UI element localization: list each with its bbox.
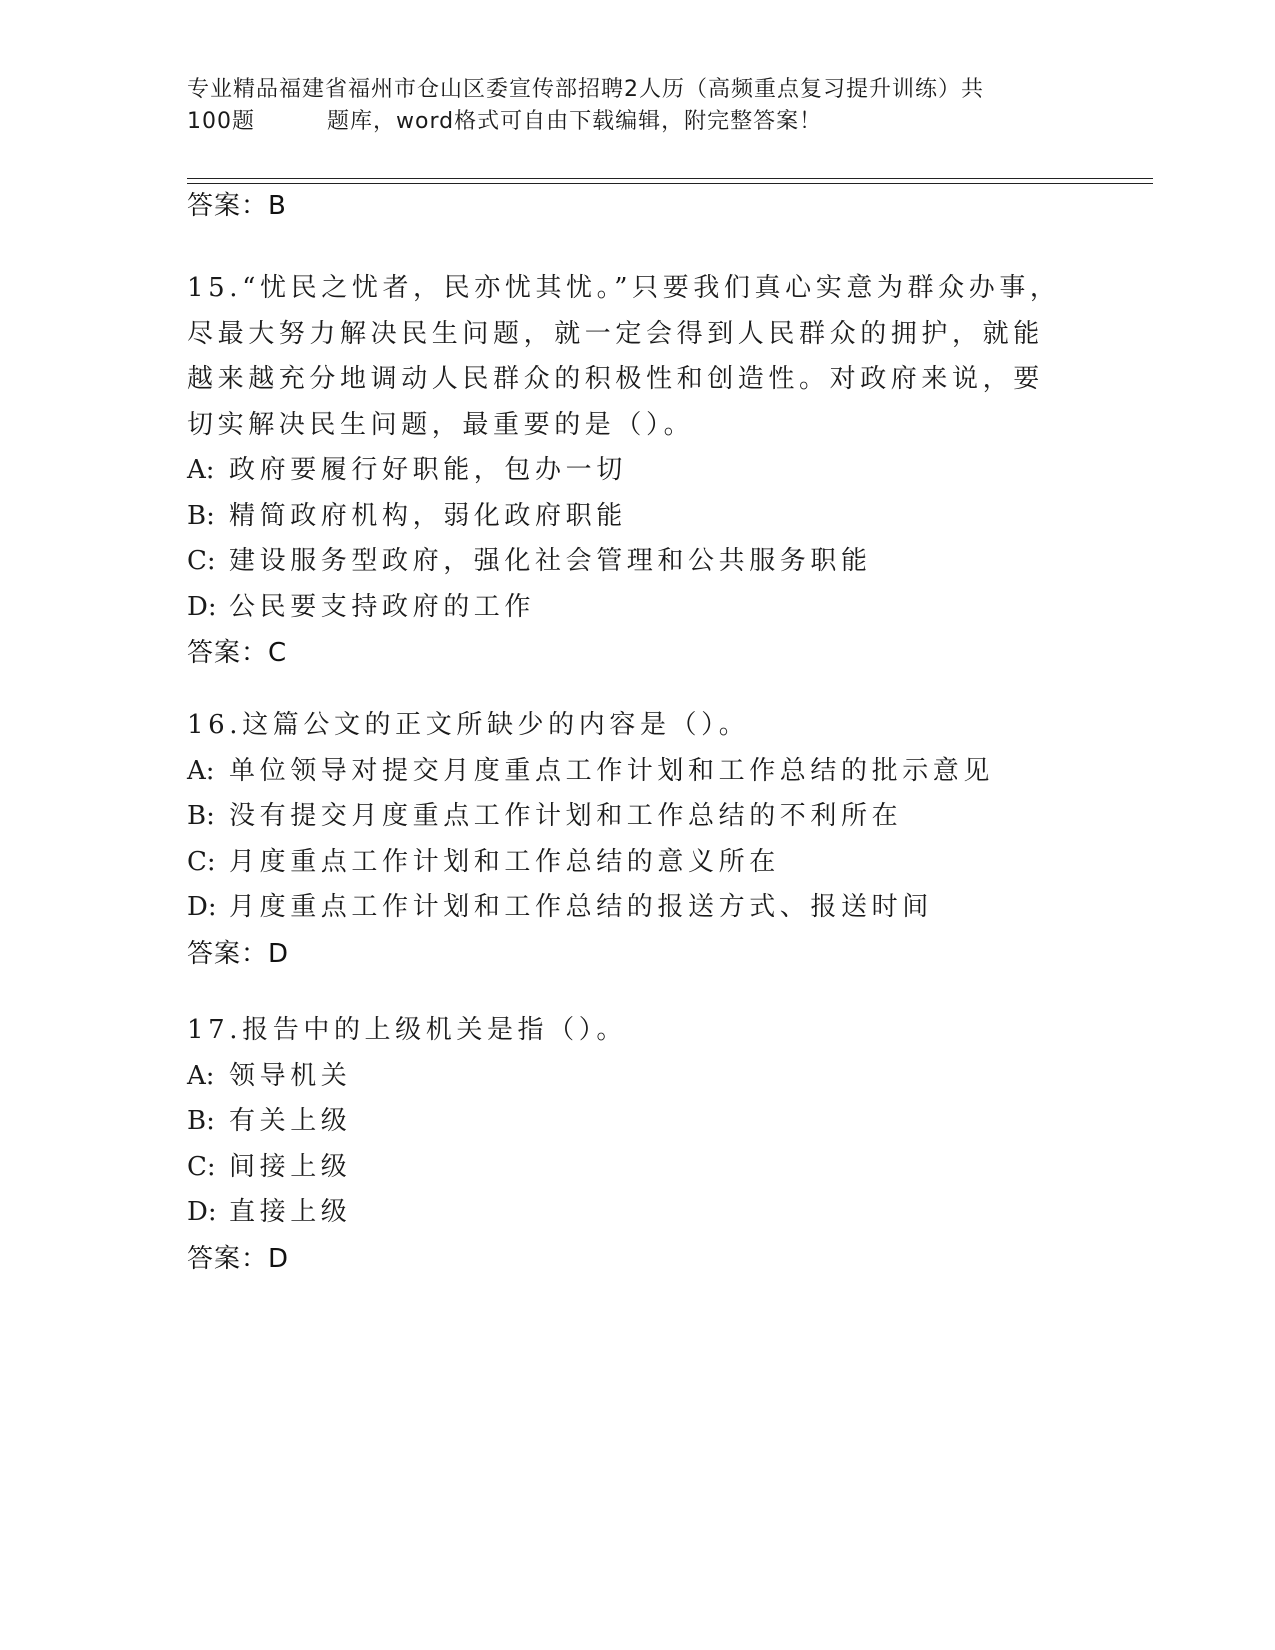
answer-label: 答案：B — [187, 191, 287, 221]
header-line-1: 专业精品福建省福州市仓山区委宣传部招聘2人历（高频重点复习提升训练）共 — [187, 77, 984, 102]
option-b: B: 有关上级 — [187, 1106, 352, 1136]
option-a: A: 政府要履行好职能，包办一切 — [187, 455, 627, 485]
header-description: 题库，word格式可自由下载编辑，附完整答案！ — [327, 109, 823, 134]
question-16 — [187, 703, 1087, 977]
option-d: D: 直接上级 — [187, 1197, 352, 1227]
option-b: B: 没有提交月度重点工作计划和工作总结的不利所在 — [187, 801, 903, 831]
option-b: B: 精简政府机构，弱化政府职能 — [187, 500, 627, 531]
page-header — [187, 74, 1067, 138]
header-question-count: 100题 — [187, 109, 255, 134]
option-c: C: 建设服务型政府，强化社会管理和公共服务职能 — [187, 546, 872, 576]
question-17 — [187, 1008, 1087, 1282]
option-c: C: 间接上级 — [187, 1151, 352, 1182]
answer-label: 答案：D — [187, 1243, 290, 1274]
option-a: A: 领导机关 — [187, 1060, 352, 1091]
option-d: D: 月度重点工作计划和工作总结的报送方式、报送时间 — [187, 892, 933, 922]
question-text: 15.“忧民之忧者，民亦忧其忧。”只要我们真心实意为群众办事，尽最大努力解决民生问题，就一定会得到人民群众的拥护，就能越来越充分地调动人民群众的积极性和创造性。对政府来说，要切实解决民生问题，最重要的是（）。 — [187, 273, 1061, 440]
answer-label: 答案：D — [187, 938, 290, 969]
option-d: D: 公民要支持政府的工作 — [187, 591, 536, 622]
option-a: A: 单位领导对提交月度重点工作计划和工作总结的批示意见 — [187, 755, 995, 786]
header-line-2 — [187, 106, 1067, 138]
answer-label: 答案：C — [187, 638, 288, 668]
question-text: 17.报告中的上级机关是指（）。 — [187, 1015, 627, 1045]
header-divider-top — [187, 178, 1153, 179]
previous-answer-block — [187, 183, 1087, 229]
option-c: C: 月度重点工作计划和工作总结的意义所在 — [187, 846, 780, 877]
question-15 — [187, 266, 1087, 676]
question-text: 16.这篇公文的正文所缺少的内容是（）。 — [187, 710, 750, 740]
